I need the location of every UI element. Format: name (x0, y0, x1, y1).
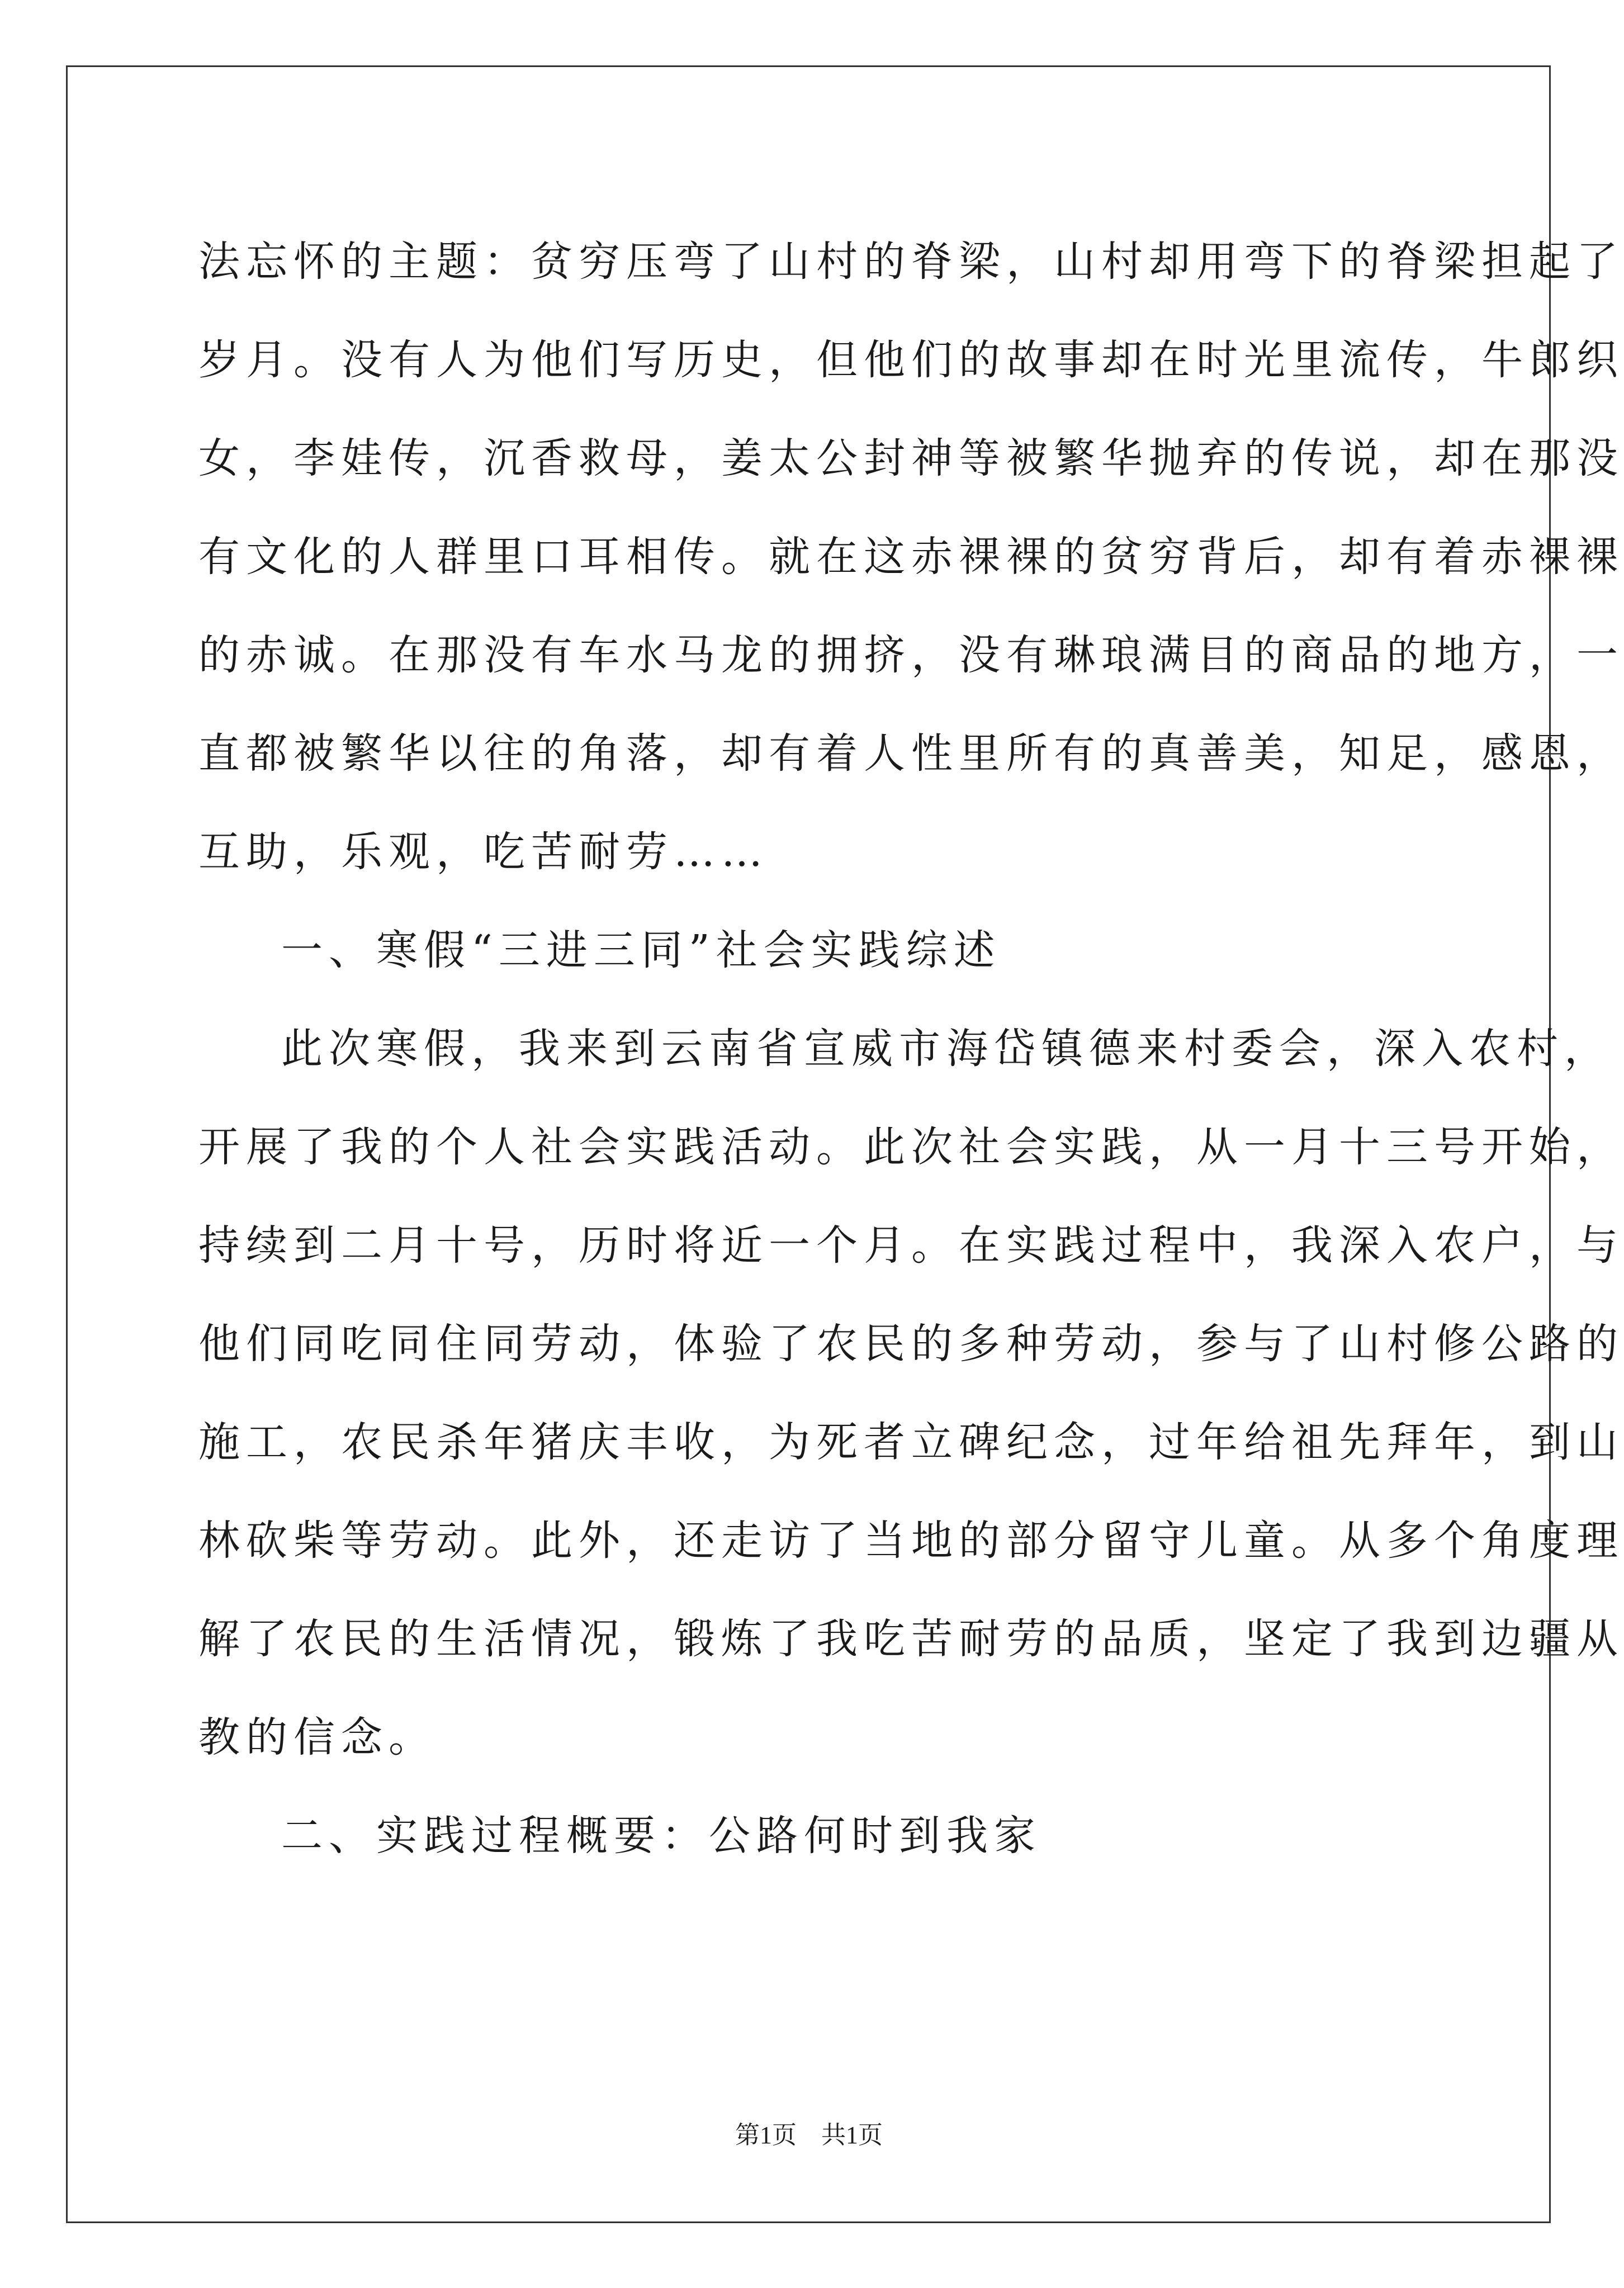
text-line: 法忘怀的主题：贫穷压弯了山村的脊梁，山村却用弯下的脊梁担起了 (198, 238, 1624, 286)
text-line: 有文化的人群里口耳相传。就在这赤裸裸的贫穷背后，却有着赤裸裸 (198, 533, 1624, 581)
section-heading-2: 二、实践过程概要：公路何时到我家 (281, 1812, 1041, 1860)
text-line: 此次寒假，我来到云南省宣威市海岱镇德来村委会，深入农村， (281, 1025, 1612, 1073)
text-line: 开展了我的个人社会实践活动。此次社会实践，从一月十三号开始， (198, 1123, 1624, 1171)
text-line: 岁月。没有人为他们写历史，但他们的故事却在时光里流传，牛郎织 (198, 336, 1624, 384)
text-line: 互助，乐观，吃苦耐劳…… (198, 828, 769, 876)
text-line: 施工，农民杀年猪庆丰收，为死者立碑纪念，过年给祖先拜年，到山 (198, 1418, 1624, 1466)
text-line: 的赤诚。在那没有车水马龙的拥挤，没有琳琅满目的商品的地方，一 (198, 631, 1624, 679)
text-line: 解了农民的生活情况，锻炼了我吃苦耐劳的品质，坚定了我到边疆从 (198, 1615, 1624, 1663)
section-heading-1: 一、寒假“三进三同”社会实践综述 (281, 926, 1001, 974)
text-line: 林砍柴等劳动。此外，还走访了当地的部分留守儿童。从多个角度理 (198, 1517, 1624, 1565)
text-line: 持续到二月十号，历时将近一个月。在实践过程中，我深入农户，与 (198, 1221, 1624, 1269)
text-line: 教的信念。 (198, 1713, 436, 1761)
text-line: 女，李娃传，沉香救母，姜太公封神等被繁华抛弃的传说，却在那没 (198, 434, 1624, 482)
document-body (198, 212, 1624, 1885)
text-line: 直都被繁华以往的角落，却有着人性里所有的真善美，知足，感恩， (198, 729, 1624, 778)
text-line: 他们同吃同住同劳动，体验了农民的多种劳动，参与了山村修公路的 (198, 1320, 1624, 1368)
page-number: 第1页 共1页 (735, 2121, 883, 2149)
